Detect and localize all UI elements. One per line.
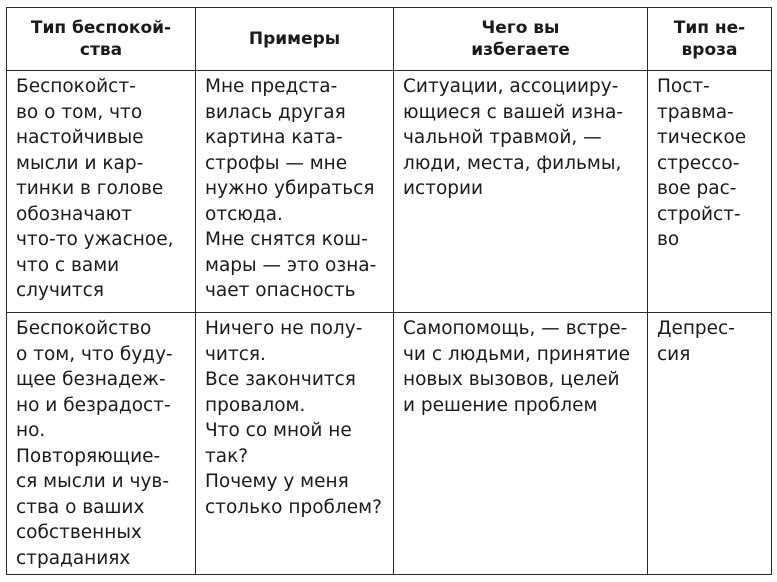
cell-text: обозначают xyxy=(16,203,132,225)
cell-text: чальной травмой, — xyxy=(403,127,602,148)
cell-text: люди, места, фильмы, xyxy=(403,152,622,174)
cell-text: отсюда. xyxy=(205,203,283,225)
cell-text: истории xyxy=(403,178,484,199)
cell-examples xyxy=(196,313,394,575)
table-header-row xyxy=(7,8,772,71)
cell-text: что с вами xyxy=(16,254,120,276)
header-neurosis-type xyxy=(648,8,772,71)
cell-text: ства о ваших xyxy=(16,496,145,518)
cell-text: настойчивые xyxy=(16,127,144,148)
cell-text: Беспокойст- xyxy=(16,76,136,97)
cell-text: новых вызовов, целей xyxy=(403,369,620,390)
cell-neurosis-type xyxy=(648,71,772,313)
cell-text: вилась другая xyxy=(205,101,346,123)
header-text: Примеры xyxy=(248,29,341,49)
cell-text: Самопомощь, — встре- xyxy=(403,318,628,339)
cell-text: но. xyxy=(16,420,46,441)
header-anxiety-type xyxy=(7,8,196,71)
cell-anxiety-type xyxy=(7,313,196,575)
cell-text: мары — это озна- xyxy=(205,254,377,276)
cell-text: Мне предста- xyxy=(205,76,338,97)
header-text: вроза xyxy=(681,40,738,60)
cell-text: стройст- xyxy=(657,203,741,225)
table-row xyxy=(7,71,772,313)
cell-text: чи с людьми, принятие xyxy=(403,343,630,365)
cell-text: Депрес- xyxy=(657,318,735,339)
cell-text: вое рас- xyxy=(657,178,737,199)
cell-text: тическое xyxy=(657,127,747,148)
cell-text: о том, что буду- xyxy=(16,343,173,365)
header-text: ства xyxy=(79,40,123,60)
cell-text: сия xyxy=(657,343,691,365)
cell-text: страданиях xyxy=(16,547,131,569)
cell-text: Ничего не полу- xyxy=(205,318,363,339)
cell-text: что-то ужасное, xyxy=(16,229,174,250)
cell-anxiety-type xyxy=(7,71,196,313)
cell-text: чится. xyxy=(205,343,266,365)
cell-text: тинки в голове xyxy=(16,178,164,199)
header-text: избегаете xyxy=(471,40,570,60)
cell-text: строфы — мне xyxy=(205,152,348,174)
table-container xyxy=(6,7,771,575)
cell-text: собственных xyxy=(16,522,142,543)
cell-text: Почему у меня xyxy=(205,471,349,492)
cell-text: травма- xyxy=(657,101,734,123)
cell-text: Мне снятся кош- xyxy=(205,229,368,250)
cell-text: картина ката- xyxy=(205,127,343,148)
cell-text: ющиеся с вашей изна- xyxy=(403,101,624,123)
cell-text: щее безнадеж- xyxy=(16,369,166,390)
cell-avoidance xyxy=(394,71,648,313)
cell-text: случится xyxy=(16,280,104,301)
cell-text: Повторяющие- xyxy=(16,445,161,467)
header-text: Тип беспокой- xyxy=(30,18,172,38)
anxiety-types-table xyxy=(6,7,772,575)
cell-text: стрессо- xyxy=(657,152,740,174)
cell-text: Что со мной не xyxy=(205,420,352,441)
cell-neurosis-type xyxy=(648,313,772,575)
cell-text: так? xyxy=(205,445,249,467)
header-examples xyxy=(196,8,394,71)
cell-text: Все закончится xyxy=(205,369,356,390)
header-avoidance xyxy=(394,8,648,71)
cell-text: но и безрадост- xyxy=(16,394,171,416)
cell-text: Пост- xyxy=(657,76,710,97)
cell-text: столько проблем? xyxy=(205,496,382,518)
cell-examples xyxy=(196,71,394,313)
header-text: Чего вы xyxy=(481,18,560,38)
cell-text: во о том, что xyxy=(16,101,143,123)
header-text: Тип не- xyxy=(673,18,746,38)
cell-text: Беспокойство xyxy=(16,318,152,339)
cell-text: нужно убираться xyxy=(205,178,375,199)
cell-text: провалом. xyxy=(205,394,306,416)
cell-text: во xyxy=(657,229,680,250)
cell-text: ся мысли и чув- xyxy=(16,471,170,492)
table-row xyxy=(7,313,772,575)
cell-text: Ситуации, ассоцииру- xyxy=(403,76,619,97)
cell-text: и решение проблем xyxy=(403,394,598,416)
cell-text: мысли и кар- xyxy=(16,152,144,174)
cell-avoidance xyxy=(394,313,648,575)
cell-text: чает опасность xyxy=(205,280,356,301)
